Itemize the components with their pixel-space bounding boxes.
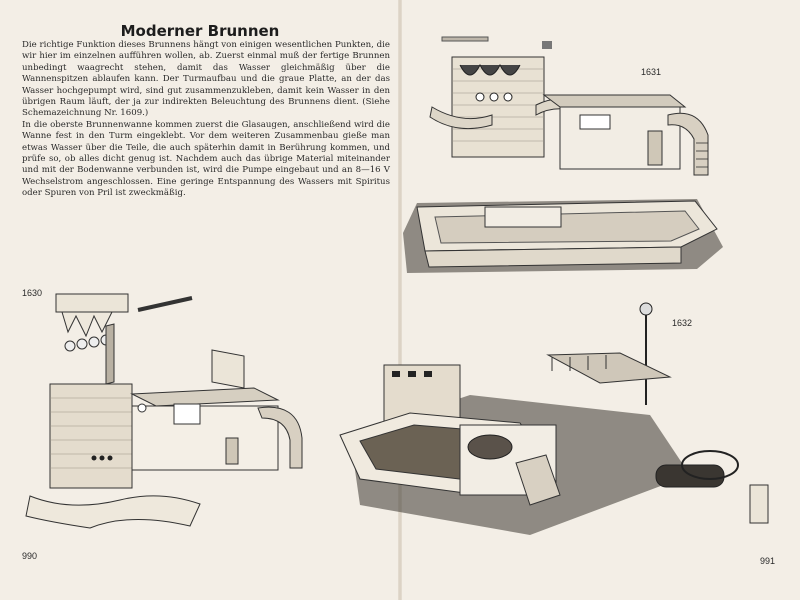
figure-label-1632: 1632 bbox=[672, 318, 693, 328]
exploded-parts-photo-1630 bbox=[22, 290, 322, 540]
figure-label-1630: 1630 bbox=[22, 288, 43, 298]
paragraph-1: Die richtige Funktion dieses Brunnens hängt von einigen wesentlichen Punkten, die wir hier im einzelnen aufführen wollen, ab. Zuerst einmal muß der fertige Brunnen unbedingt waagrecht stehen, damit das Wasser gleichmäßig über die Wannenspitzen ablaufen kann. Der Turmaufbau und die graue Platte, an der das Wasser hochgepumpt wird, sind gut zusammenzukleben, damit kein Wasser in den übrigen Raum läuft, der ja zur indirekten Beleuchtung des Brunnens dient. (Siehe Schemazeichnung Nr. 1609.) bbox=[22, 40, 390, 119]
figure-label-1631: 1631 bbox=[641, 67, 662, 77]
fountain-photo-1631 bbox=[410, 35, 730, 185]
page-number-left: 990 bbox=[22, 551, 38, 561]
body-text bbox=[22, 40, 390, 200]
page-title: Moderner Brunnen bbox=[120, 22, 280, 40]
paragraph-2: In die oberste Brunnenwanne kommen zuerst die Glasaugen, anschließend wird die Wanne fest in den Turm eingeklebt. Vor dem weiteren Zusammenbau gieße man etwas Wasser über die Teile, die auch späterhin damit in Berührung kommen, und prüfe so, ob alles dicht genug ist. Nachdem auch das übrige Material miteinander und mit der Bodenwanne verbunden ist, wird die Pumpe eingebaut und an 8—16 V Wechselstrom angeschlossen. Eine geringe Entspannung des Wassers mit Spiritus oder Spuren von Pril ist zweckmäßig. bbox=[22, 119, 390, 199]
fountain-pump-photo-1632 bbox=[330, 295, 770, 545]
base-tray-photo bbox=[395, 185, 730, 275]
page-number-right: 991 bbox=[760, 556, 776, 566]
